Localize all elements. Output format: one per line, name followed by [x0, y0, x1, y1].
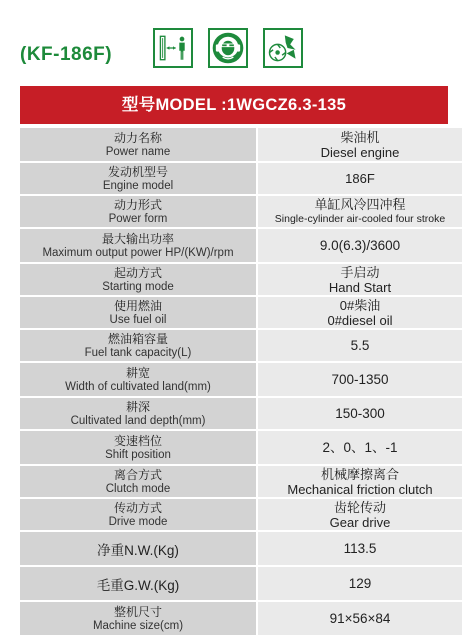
table-row	[20, 297, 462, 328]
spec-value: 9.0(6.3)/3600	[319, 238, 401, 253]
spec-value	[258, 532, 462, 565]
table-row	[20, 567, 462, 600]
spec-label-en: Starting mode	[102, 280, 174, 293]
table-row	[20, 128, 462, 161]
spec-value-zh: 齿轮传动	[333, 499, 386, 515]
spec-value: 113.5	[343, 541, 377, 556]
model-code: (KF-186F)	[20, 44, 113, 65]
table-row	[20, 363, 462, 396]
spec-label-en: Drive mode	[108, 515, 168, 528]
spec-label	[20, 297, 258, 328]
spec-label-zh: 变速档位	[113, 433, 162, 448]
spec-label-zh: 使用燃油	[113, 298, 162, 313]
table-row	[20, 398, 462, 429]
rotating-blade-warning-icon	[263, 28, 303, 68]
spec-label-en: Clutch mode	[105, 482, 171, 495]
spec-label-en: Machine size(cm)	[92, 619, 184, 632]
spec-label-single: 净重N.W.(Kg)	[97, 542, 179, 558]
spec-label	[20, 499, 258, 530]
table-row	[20, 330, 462, 361]
table-row	[20, 602, 462, 635]
spec-value	[258, 330, 462, 361]
spec-value-zh: 手启动	[340, 264, 380, 280]
spec-value: 700-1350	[331, 372, 389, 387]
table-row	[20, 499, 462, 530]
spec-label	[20, 163, 258, 194]
spec-value	[258, 297, 462, 328]
spec-label-zh: 传动方式	[113, 500, 162, 515]
spec-value-zh: 单缸风冷四冲程	[314, 197, 406, 212]
spec-value-zh: 0#柴油	[339, 297, 381, 313]
spec-value: 129	[348, 576, 372, 591]
spec-label-zh: 燃油箱容量	[107, 331, 168, 346]
spec-label-en: Cultivated land depth(mm)	[70, 414, 206, 427]
spec-label	[20, 567, 258, 600]
spec-label	[20, 431, 258, 464]
spec-label-zh: 动力形式	[113, 197, 162, 212]
spec-label-zh: 耕深	[125, 399, 150, 414]
table-row	[20, 532, 462, 565]
spec-label-zh: 最大输出功率	[101, 231, 174, 246]
spec-value-en: 0#diesel oil	[327, 312, 393, 328]
spec-label-zh: 离合方式	[113, 467, 162, 482]
spec-label-en: Engine model	[102, 179, 174, 192]
model-title-bar: 型号MODEL :1WGCZ6.3-135	[20, 86, 448, 124]
spec-value	[258, 466, 462, 497]
spec-label-zh: 动力名称	[113, 130, 162, 145]
spec-value-zh: 柴油机	[340, 129, 380, 145]
table-row	[20, 431, 462, 464]
table-row	[20, 163, 462, 194]
spec-value	[258, 264, 462, 295]
spec-value	[258, 163, 462, 194]
table-row	[20, 229, 462, 262]
spec-label-en: Power name	[105, 145, 171, 158]
spec-label-zh: 发动机型号	[107, 164, 168, 179]
spec-value-zh: 机械摩擦离合	[320, 466, 399, 482]
spec-value	[258, 499, 462, 530]
spec-label-zh: 起动方式	[113, 265, 162, 280]
spec-value	[258, 602, 462, 635]
spec-value: 150-300	[335, 406, 385, 421]
ear-eye-protection-icon	[208, 28, 248, 68]
spec-label-en: Width of cultivated land(mm)	[65, 380, 211, 393]
spec-value	[258, 196, 462, 227]
spec-value-en: Hand Start	[328, 279, 392, 295]
spec-label-zh: 耕宽	[125, 365, 150, 380]
distance-person-warning-icon	[153, 28, 193, 68]
spec-label	[20, 229, 258, 262]
spec-label	[20, 532, 258, 565]
spec-value-en: Gear drive	[329, 514, 391, 530]
specifications-table	[20, 126, 462, 637]
spec-value: 91×56×84	[329, 611, 391, 626]
spec-label-en: Use fuel oil	[109, 313, 167, 326]
spec-label-en: Maximum output power HP/(KW)/rpm	[42, 246, 234, 259]
table-row	[20, 466, 462, 497]
spec-value-en: Diesel engine	[320, 144, 400, 160]
spec-label-en: Shift position	[105, 448, 171, 461]
table-row	[20, 196, 462, 227]
spec-value-en: Mechanical friction clutch	[287, 481, 433, 497]
table-row	[20, 264, 462, 295]
spec-value-en: Single-cylinder air-cooled four stroke	[274, 213, 446, 225]
spec-label	[20, 466, 258, 497]
spec-label-en: Power form	[108, 212, 168, 225]
spec-label	[20, 330, 258, 361]
spec-label-single: 毛重G.W.(Kg)	[96, 577, 180, 593]
spec-value: 186F	[345, 171, 375, 186]
spec-value: 2、0、1、-1	[322, 440, 398, 455]
spec-label-zh: 整机尺寸	[113, 604, 162, 619]
spec-value	[258, 431, 462, 464]
spec-value	[258, 128, 462, 161]
spec-value	[258, 567, 462, 600]
spec-value	[258, 363, 462, 396]
spec-label-en: Fuel tank capacity(L)	[84, 346, 192, 359]
spec-value: 5.5	[350, 338, 370, 353]
spec-label	[20, 398, 258, 429]
spec-value	[258, 398, 462, 429]
spec-label	[20, 128, 258, 161]
spec-label	[20, 602, 258, 635]
spec-label	[20, 264, 258, 295]
spec-label	[20, 196, 258, 227]
spec-value	[258, 229, 462, 262]
header	[0, 0, 468, 86]
spec-label	[20, 363, 258, 396]
